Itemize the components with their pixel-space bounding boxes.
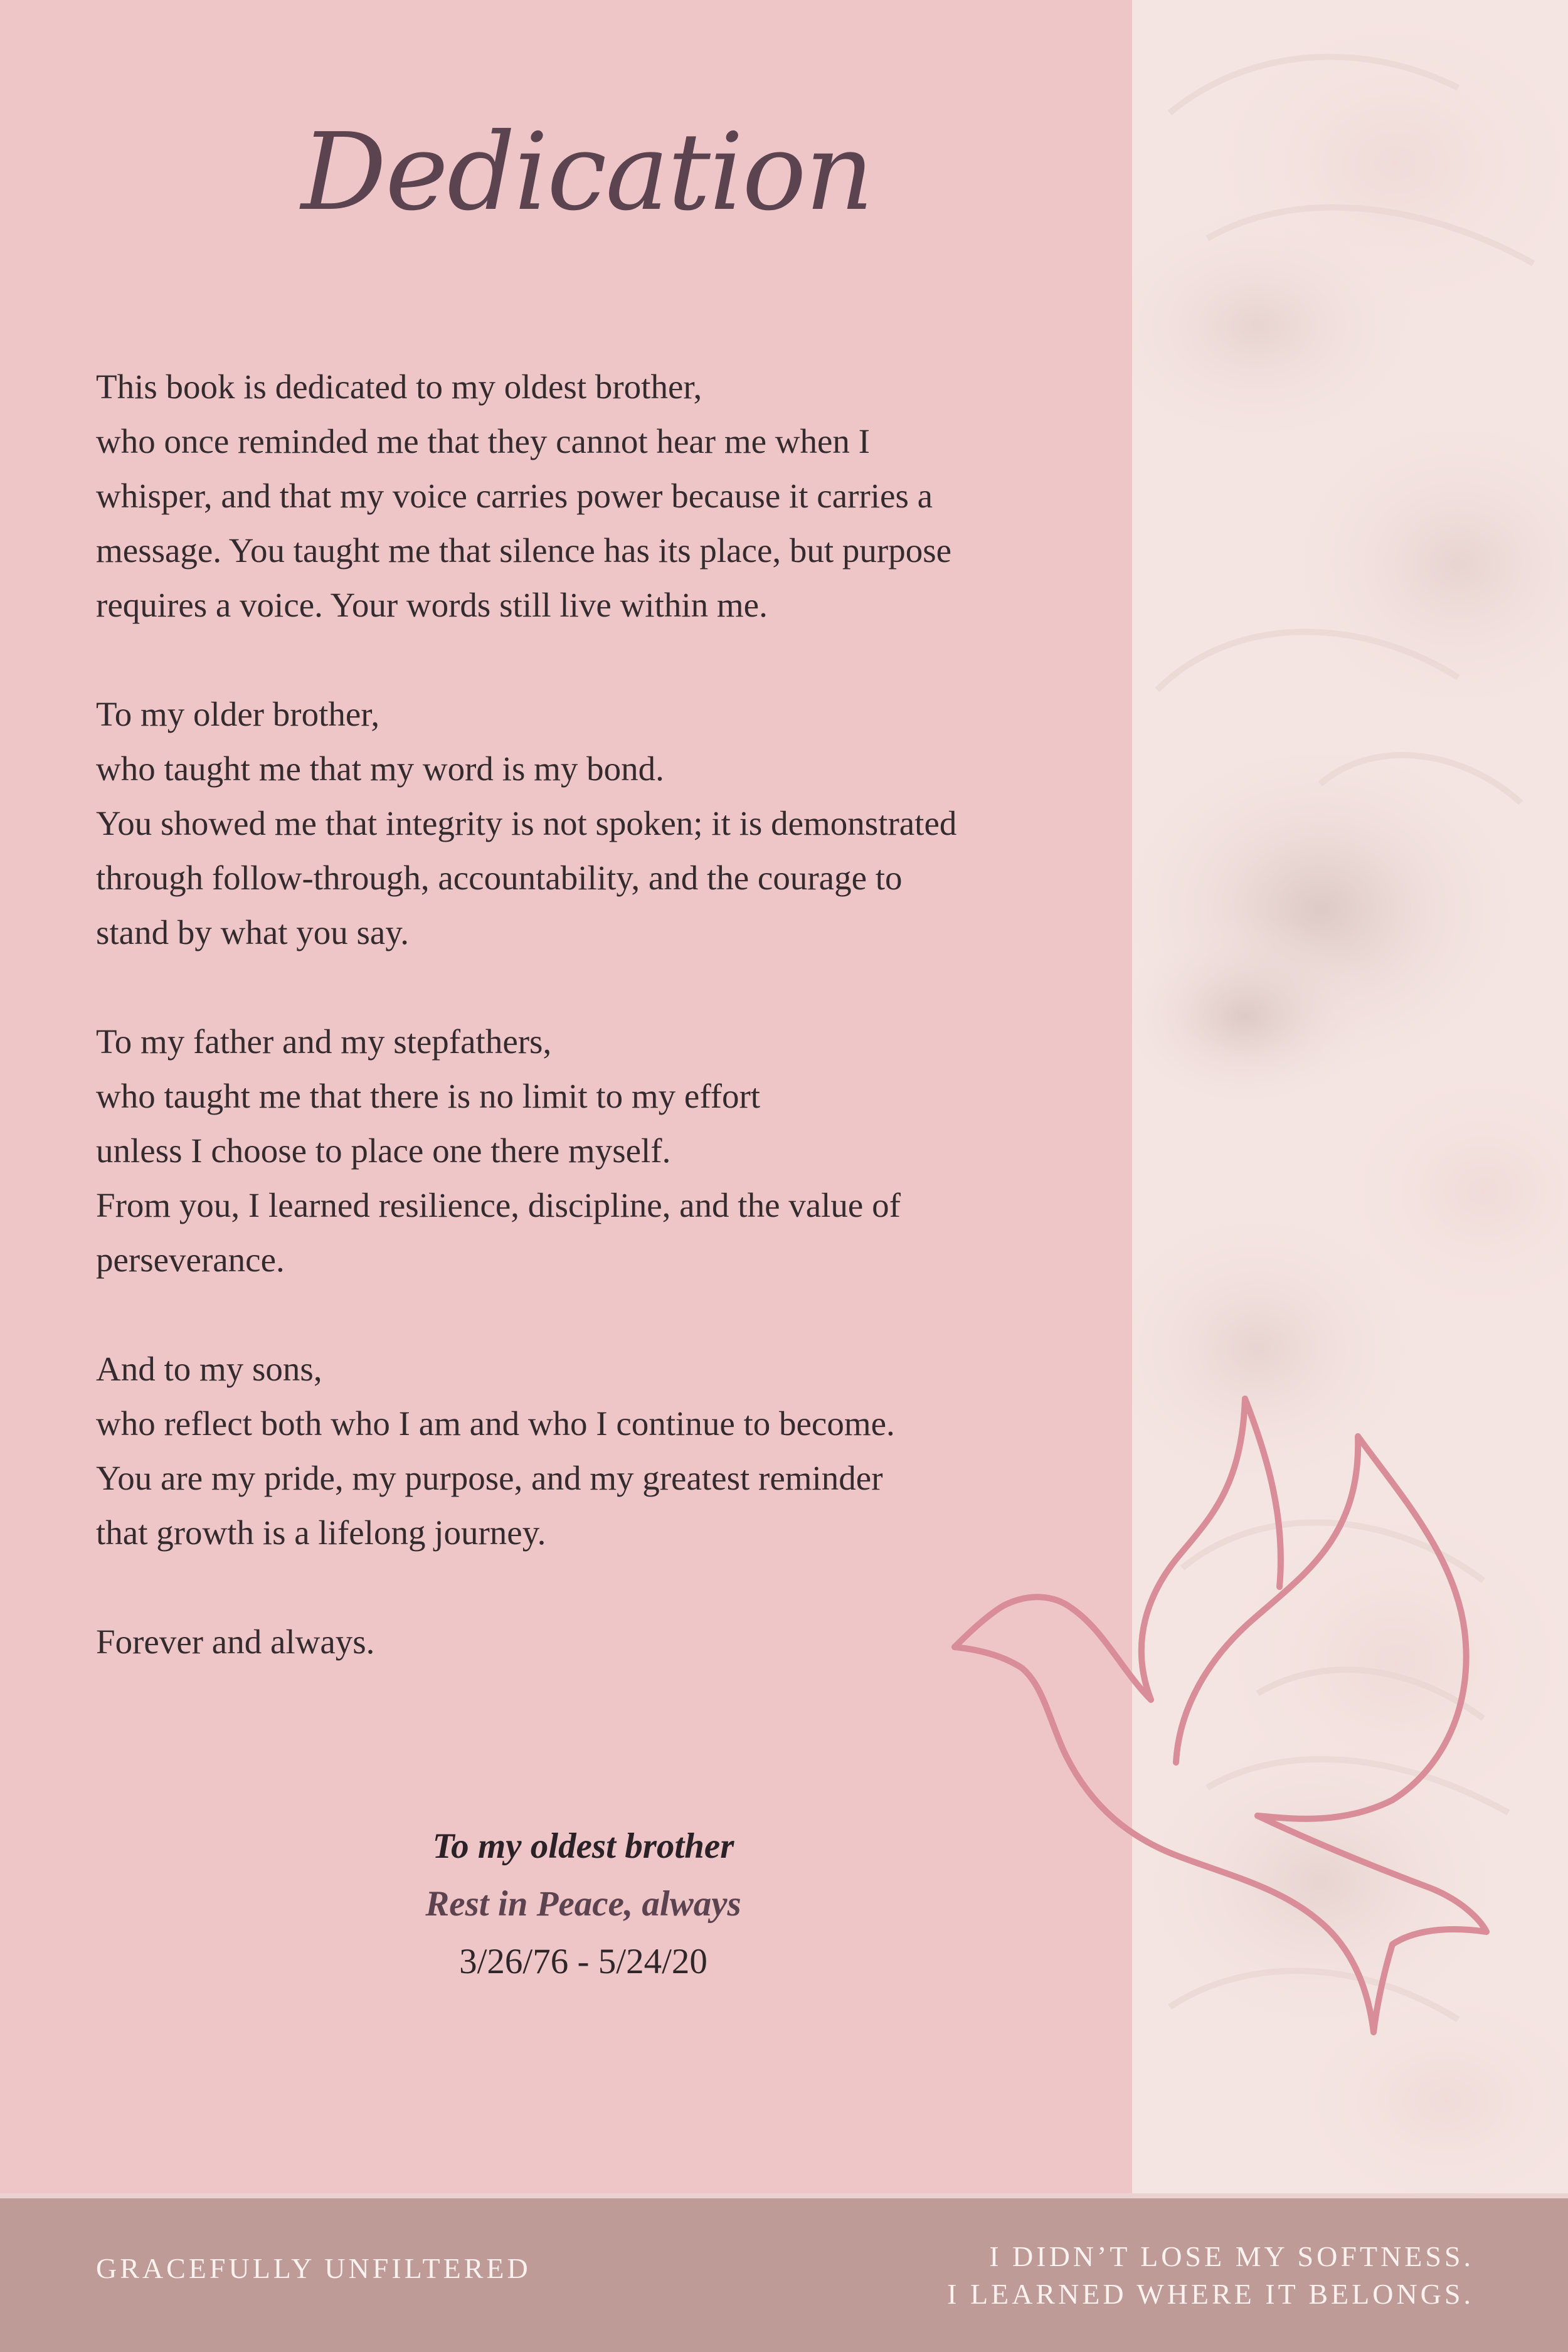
text-line: who taught me that my word is my bond. (96, 750, 664, 788)
text-line: From you, I learned resilience, discipline, and the value of (96, 1186, 901, 1224)
text-line: requires a voice. Your words still live within me. (96, 586, 768, 624)
text-line: Forever and always. (96, 1623, 375, 1661)
text-line: You are my pride, my purpose, and my greatest reminder (96, 1459, 883, 1497)
tribute-dates: 3/26/76 - 5/24/20 (459, 1942, 707, 1981)
paragraph-closing (96, 1614, 1112, 1669)
memorial-tribute (270, 1818, 897, 1991)
text-line: perseverance. (96, 1241, 285, 1279)
footer-divider (0, 2193, 1568, 2198)
text-line: who once reminded me that they cannot hear me when I (96, 422, 870, 460)
paragraph-oldest-brother (96, 359, 1112, 632)
paragraph-sons (96, 1342, 1112, 1560)
dedication-body (96, 359, 1112, 1724)
text-line: message. You taught me that silence has its place, but purpose (96, 531, 952, 569)
tribute-heading: To my oldest brother (432, 1826, 734, 1866)
text-line: whisper, and that my voice carries power because it carries a (96, 477, 933, 515)
footer-tagline-line: I DIDN’T LOSE MY SOFTNESS. (989, 2240, 1474, 2272)
rose-texture-background (1132, 0, 1568, 2198)
tribute-rest-in-peace: Rest in Peace, always (425, 1884, 741, 1924)
text-line: who reflect both who I am and who I continue to become. (96, 1404, 895, 1443)
paragraph-older-brother (96, 687, 1112, 960)
footer-tagline-line: I LEARNED WHERE IT BELONGS. (947, 2278, 1474, 2310)
text-line: To my older brother, (96, 695, 380, 733)
footer-tagline (947, 2238, 1474, 2313)
text-line: You showed me that integrity is not spoken; it is demonstrated (96, 804, 957, 842)
paragraph-fathers (96, 1014, 1112, 1287)
text-line: stand by what you say. (96, 913, 410, 951)
text-line: through follow-through, accountability, and the courage to (96, 859, 903, 897)
text-line: To my father and my stepfathers, (96, 1022, 552, 1061)
text-line: And to my sons, (96, 1350, 322, 1388)
text-line: who taught me that there is no limit to my effort (96, 1077, 761, 1115)
text-line: that growth is a lifelong journey. (96, 1513, 546, 1552)
text-line: This book is dedicated to my oldest brother, (96, 368, 702, 406)
page-title: Dedication (301, 110, 873, 235)
rose-texture-panel (1132, 0, 1568, 2198)
footer-brand: GRACEFULLY UNFILTERED (96, 2252, 531, 2284)
text-line: unless I choose to place one there myself. (96, 1131, 671, 1170)
